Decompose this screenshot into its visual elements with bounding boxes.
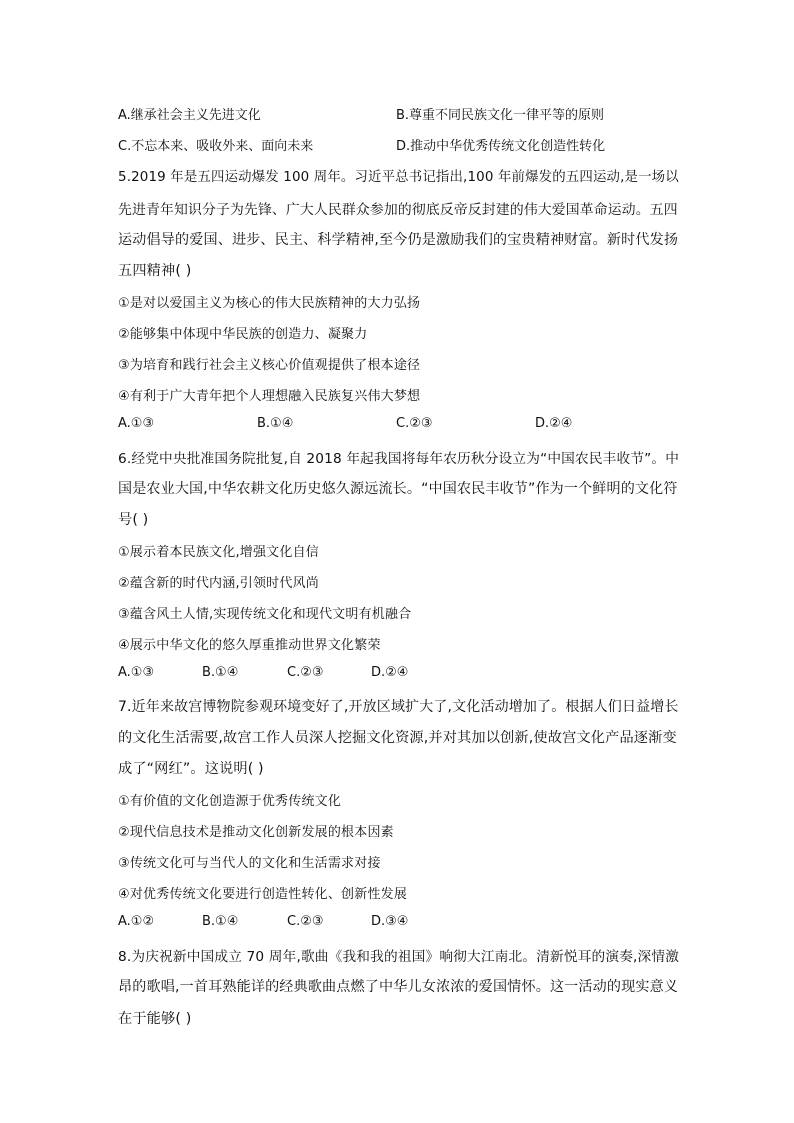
q4-option-c: C.不忘本来、吸收外来、面向未来 (118, 139, 314, 154)
q7-option-d: D.③④ (371, 914, 409, 929)
q7-statement-4: ④对优秀传统文化要进行创造性转化、创新性发展 (118, 887, 408, 902)
q5-option-b: B.①④ (257, 416, 294, 431)
q7-stem-line-3: 成了“网红”。这说明( ) (118, 761, 264, 777)
q5-statement-3: ③为培育和践行社会主义核心价值观提供了根本途径 (118, 358, 421, 373)
q6-stem-line-1: 6.经党中央批准国务院批复,自 2018 年起我国将每年农历秋分设立为“中国农民丰收节”。中 (118, 451, 680, 467)
q6-statement-2: ②蕴含新的时代内涵,引领时代风尚 (118, 576, 319, 591)
q8-stem-line-2: 昂的歌唱,一首耳熟能详的经典歌曲点燃了中华儿女浓浓的爱国情怀。这一活动的现实意义 (118, 979, 679, 995)
q6-option-d: D.②④ (371, 665, 409, 680)
q6-stem-line-3: 号( ) (118, 512, 149, 528)
q4-option-a: A.继承社会主义先进文化 (118, 108, 261, 123)
q5-statement-2: ②能够集中体现中华民族的创造力、凝聚力 (118, 327, 368, 342)
q5-option-d: D.②④ (535, 416, 573, 431)
q6-stem-line-2: 国是农业大国,中华农耕文化历史悠久源远流长。“中国农民丰收节”作为一个鲜明的文化符 (118, 481, 678, 497)
q8-stem-line-3: 在于能够( ) (118, 1011, 192, 1027)
q6-statement-4: ④展示中华文化的悠久厚重推动世界文化繁荣 (118, 638, 381, 653)
q5-stem-line-2: 先进青年知识分子为先锋、广大人民群众参加的彻底反帝反封建的伟大爱国革命运动。五四 (118, 202, 678, 218)
q5-stem-line-3: 运动倡导的爱国、进步、民主、科学精神,至今仍是激励我们的宝贵精神财富。新时代发扬 (118, 232, 679, 248)
q6-statement-3: ③蕴含风土人情,实现传统文化和现代文明有机融合 (118, 607, 412, 622)
q6-option-b: B.①④ (202, 665, 239, 680)
q6-options (118, 665, 678, 687)
q7-stem-line-2: 的文化生活需要,故宫工作人员深人挖掘文化资源,并对其加以创新,使故宫文化产品逐渐变 (118, 730, 677, 746)
q5-statement-4: ④有利于广大青年把个人理想融入民族复兴伟大梦想 (118, 389, 421, 404)
q6-statement-1: ①展示着本民族文化,增强文化自信 (118, 545, 319, 560)
q7-option-c: C.②③ (287, 914, 324, 929)
q7-statement-3: ③传统文化可与当代人的文化和生活需求对接 (118, 856, 381, 871)
q4-options-row-1 (118, 104, 678, 126)
q7-statement-2: ②现代信息技术是推动文化创新发展的根本因素 (118, 825, 394, 840)
q5-stem-line-1: 5.2019 年是五四运动爆发 100 周年。习近平总书记指出,100 年前爆发的五四运动,是一场以 (118, 170, 679, 185)
q7-statement-1: ①有价值的文化创造源于优秀传统文化 (118, 794, 342, 809)
q6-option-a: A.①③ (118, 665, 155, 680)
q6-option-c: C.②③ (287, 665, 324, 680)
q5-option-a: A.①③ (118, 416, 155, 431)
q5-stem-line-4: 五四精神( ) (118, 263, 192, 279)
q7-option-a: A.①② (118, 914, 155, 929)
q5-option-c: C.②③ (396, 416, 433, 431)
q4-option-d: D.推动中华优秀传统文化创造性转化 (396, 139, 606, 154)
q5-options (118, 416, 678, 438)
q4-option-b: B.尊重不同民族文化一律平等的原则 (396, 108, 605, 123)
q5-statement-1: ①是对以爱国主义为核心的伟大民族精神的大力弘扬 (118, 296, 421, 311)
q4-options-row-2 (118, 135, 678, 157)
q8-stem-line-1: 8.为庆祝新中国成立 70 周年,歌曲《我和我的祖国》响彻大江南北。清新悦耳的演奏,深情激 (118, 949, 680, 965)
q7-options (118, 914, 678, 936)
q7-stem-line-1: 7.近年来故宫博物院参观环境变好了,开放区域扩大了,文化活动增加了。根据人们日益增长 (118, 699, 679, 715)
q7-option-b: B.①④ (202, 914, 239, 929)
